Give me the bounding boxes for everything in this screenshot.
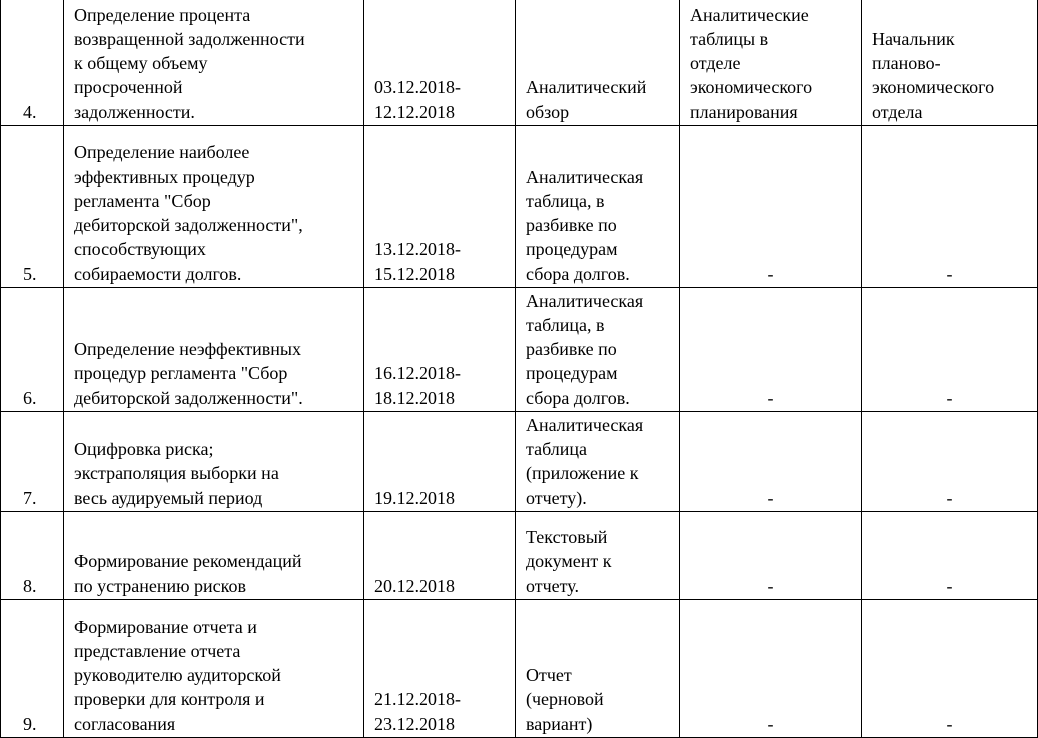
row-number: 7.: [1, 412, 64, 512]
table-row: [1, 288, 1038, 412]
task-result: Аналитическая таблица, в разбивке по процедурам сбора долгов.: [516, 288, 680, 412]
row-number: 6.: [1, 288, 64, 412]
row-number: 5.: [1, 126, 64, 288]
responsible-person: -: [862, 126, 1038, 288]
task-dates: 19.12.2018: [364, 412, 516, 512]
task-description: Формирование отчета и представление отчета руководителю аудиторской проверки для контроля и согласования: [64, 600, 364, 738]
task-description: Определение наиболее эффективных процедур регламента "Сбор дебиторской задолженности", способствующих собираемости долгов.: [64, 126, 364, 288]
task-dates: 13.12.2018- 15.12.2018: [364, 126, 516, 288]
task-result: Аналитический обзор: [516, 0, 680, 126]
task-dates: 03.12.2018- 12.12.2018: [364, 0, 516, 126]
info-source: -: [680, 126, 862, 288]
table-row: [1, 126, 1038, 288]
table-row: [1, 412, 1038, 512]
task-description: Оцифровка риска; экстраполяция выборки на весь аудируемый период: [64, 412, 364, 512]
table-row: [1, 600, 1038, 738]
task-description: Определение неэффективных процедур регламента "Сбор дебиторской задолженности".: [64, 288, 364, 412]
responsible-person: -: [862, 512, 1038, 600]
task-description: Формирование рекомендаций по устранению рисков: [64, 512, 364, 600]
table-row: [1, 0, 1038, 126]
info-source: -: [680, 288, 862, 412]
task-result: Текстовый документ к отчету.: [516, 512, 680, 600]
task-dates: 16.12.2018- 18.12.2018: [364, 288, 516, 412]
info-source: -: [680, 512, 862, 600]
info-source: Аналитические таблицы в отделе экономического планирования: [680, 0, 862, 126]
row-number: 9.: [1, 600, 64, 738]
responsible-person: -: [862, 412, 1038, 512]
responsible-person: -: [862, 600, 1038, 738]
task-dates: 21.12.2018- 23.12.2018: [364, 600, 516, 738]
table-row: [1, 512, 1038, 600]
info-source: -: [680, 412, 862, 512]
responsible-person: Начальник планово- экономического отдела: [862, 0, 1038, 126]
info-source: -: [680, 600, 862, 738]
task-description: Определение процента возвращенной задолженности к общему объему просроченной задолженности.: [64, 0, 364, 126]
responsible-person: -: [862, 288, 1038, 412]
task-result: Отчет (черновой вариант): [516, 600, 680, 738]
row-number: 8.: [1, 512, 64, 600]
task-result: Аналитическая таблица (приложение к отчету).: [516, 412, 680, 512]
task-result: Аналитическая таблица, в разбивке по процедурам сбора долгов.: [516, 126, 680, 288]
row-number: 4.: [1, 0, 64, 126]
task-dates: 20.12.2018: [364, 512, 516, 600]
